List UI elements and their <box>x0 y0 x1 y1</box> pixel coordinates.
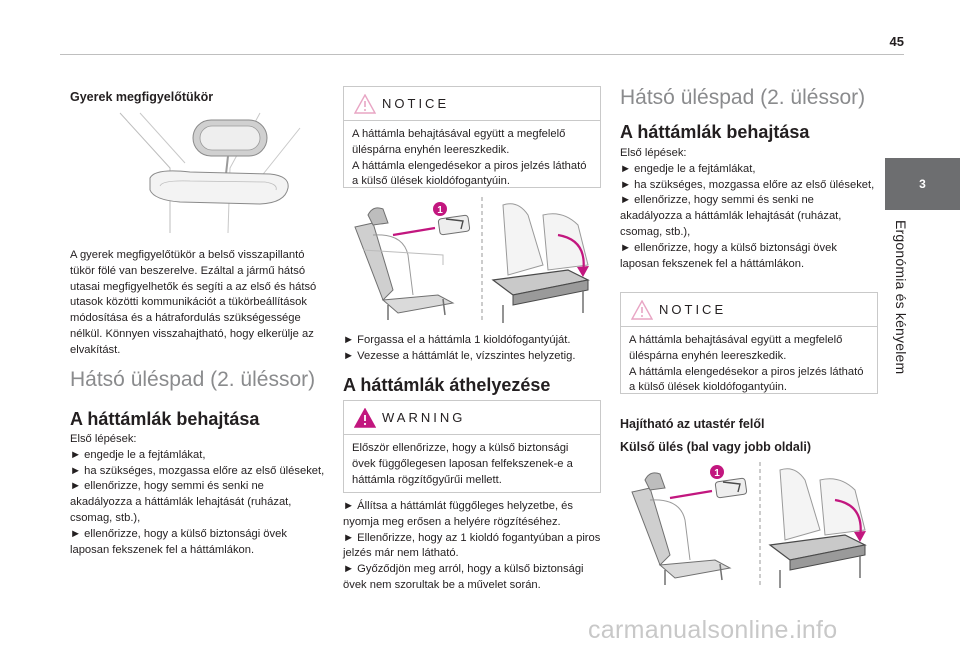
warning-text: Először ellenőrizze, hogy a külső biztonsági övek függőlegesen laposan felfekszenek-e a háttámla rögzítőgyűrűi mellett. <box>352 442 573 486</box>
notice-box-1 <box>343 86 601 188</box>
notice-icon <box>631 300 653 320</box>
step-item: ► engedje le a fejtámlákat, <box>70 448 206 461</box>
warning-icon <box>354 408 376 428</box>
notice-text: A háttámla behajtásával együtt a megfelelő üléspárna enyhén leereszkedik. A háttámla elengedésekor a piros jelzés látható a külső ülések kioldófogantyúin. <box>629 334 864 394</box>
page-number: 45 <box>889 34 904 49</box>
seat-fold-illustration <box>343 195 601 325</box>
chapter-label: Ergonómia és kényelem <box>893 220 909 375</box>
fold-step: ► Forgassa el a háttámla 1 kioldófogantyúját. <box>343 334 571 346</box>
callout-1: 1 <box>714 468 720 479</box>
mirror-illustration <box>110 108 310 238</box>
callout-1: 1 <box>437 205 443 216</box>
mirror-heading: Gyerek megfigyelőtükör <box>70 90 214 104</box>
step-item: ► ha szükséges, mozgassa előre az első üléseket, <box>70 464 325 477</box>
step-item: ► ellenőrizze, hogy a külső biztonsági övek laposan fekszenek fel a háttámlákon. <box>70 527 287 556</box>
rear-heading: Hajítható az utastér felől <box>620 417 765 431</box>
fold-steps <box>343 333 601 365</box>
top-rule <box>60 54 904 55</box>
notice-header <box>344 87 600 121</box>
notice-title: NOTICE <box>659 302 727 317</box>
steps-intro: Első lépések: <box>620 147 687 159</box>
step-item: ► ellenőrizze, hogy semmi és senki ne akadályozza a háttámlák lehajtását (ruházat, csomag, stb.), <box>70 480 292 524</box>
mirror-text: A gyerek megfigyelőtükör a belső visszapillantó tükör fölé van beszerelve. Ezáltal a jármű hátsó utasai megfigyelhetők és segíti a az első és hátsó utasok közötti kommunikációt a tükörbeállítások módosítása és a hátrafordulás szükségessége nélkül. Könnyen visszahajtható, hogy elkerülje az elvakítást. <box>70 249 317 356</box>
step-item: ► ellenőrizze, hogy a külső biztonsági övek laposan fekszenek fel a háttámlákon. <box>620 241 837 270</box>
outer-seat-heading: Külső ülés (bal vagy jobb oldali) <box>620 440 811 454</box>
warning-header <box>344 401 600 435</box>
step-item: ► engedje le a fejtámlákat, <box>620 162 756 175</box>
section-title-1: Hátsó üléspad (2. üléssor) <box>70 368 316 391</box>
move-steps <box>343 499 601 594</box>
fold-heading-3: A háttámlák behajtása <box>620 122 810 142</box>
notice-icon <box>354 94 376 114</box>
steps-list-3 <box>620 146 878 272</box>
move-step: ► Győződjön meg arról, hogy a külső biztonsági övek nem szorultak be a művelet során. <box>343 563 584 591</box>
warning-box <box>343 400 601 493</box>
chapter-tab[interactable]: 3 <box>885 158 960 210</box>
step-item: ► ha szükséges, mozgassa előre az első üléseket, <box>620 178 875 191</box>
watermark: carmanualsonline.info <box>588 616 838 644</box>
fold-step: ► Vezesse a háttámlát le, vízszintes helyzetig. <box>343 349 576 362</box>
notice-box-2 <box>620 292 878 394</box>
steps-intro: Első lépések: <box>70 433 137 445</box>
move-step: ► Állítsa a háttámlát függőleges helyzetbe, és nyomja meg erősen a helyére rögzítéséhez. <box>343 500 573 528</box>
notice-header <box>621 293 877 327</box>
move-heading: A háttámlák áthelyezése <box>343 375 551 395</box>
move-step: ► Ellenőrizze, hogy az 1 kioldó fogantyúban a piros jelzés már nem látható. <box>343 531 601 560</box>
warning-title: WARNING <box>382 410 466 425</box>
section-title-3: Hátsó üléspad (2. üléssor) <box>620 86 866 109</box>
step-item: ► ellenőrizze, hogy semmi és senki ne akadályozza a háttámlák lehajtását (ruházat, csomag, stb.), <box>620 194 842 238</box>
notice-text: A háttámla behajtásával együtt a megfelelő üléspárna enyhén leereszkedik. A háttámla elengedésekor a piros jelzés látható a külső ülések kioldófogantyúin. <box>352 128 587 188</box>
fold-heading-1: A háttámlák behajtása <box>70 409 260 429</box>
steps-list-1 <box>70 432 326 558</box>
outer-seat-illustration <box>620 460 870 590</box>
notice-title: NOTICE <box>382 96 450 111</box>
